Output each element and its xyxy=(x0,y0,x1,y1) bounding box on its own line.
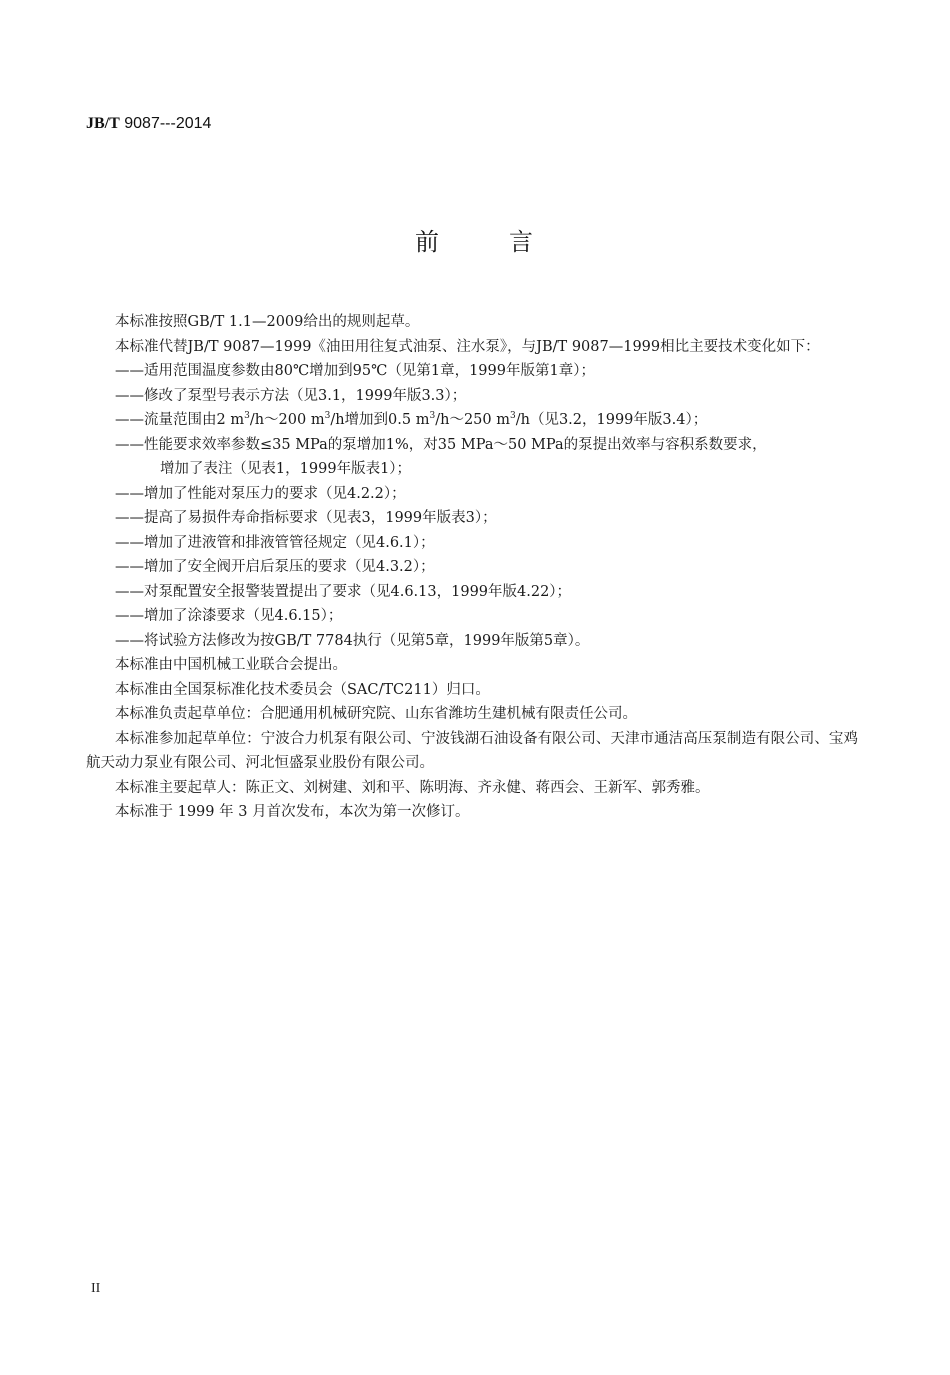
change-item: ——修改了泵型号表示方法（见3.1，1999年版3.3）； xyxy=(115,387,467,404)
change-item: ——增加了安全阀开启后泵压的要求（见4.3.2）； xyxy=(115,559,435,575)
paragraph-drafting-rules: 本标准按照GB/T 1.1—2009给出的规则起草。 xyxy=(115,314,420,330)
change-item: ——提高了易损件寿命指标要求（见表3，1999年版表3）； xyxy=(115,510,497,526)
change-item: ——将试验方法修改为按GB/T 7784执行（见第5章，1999年版第5章）。 xyxy=(115,632,590,649)
standard-number: 9087---2014 xyxy=(119,115,212,132)
paragraph-publication-history: 本标准于 1999 年 3 月首次发布，本次为第一次修订。 xyxy=(115,804,470,820)
page-title xyxy=(0,222,950,257)
change-item: ——增加了进液管和排液管管径规定（见4.6.1）； xyxy=(115,534,435,551)
change-item: ——对泵配置安全报警装置提出了要求（见4.6.13，1999年版4.22）； xyxy=(115,583,572,600)
change-item: ——增加了涂漆要求（见4.6.15）； xyxy=(115,608,343,624)
paragraph-committee: 本标准由全国泵标准化技术委员会（SAC/TC211）归口。 xyxy=(115,681,490,698)
change-item: ——性能要求效率参数≤35 MPa的泵增加1%，对35 MPa～50 MPa的泵提出效率与容积系数要求， xyxy=(115,436,767,453)
paragraph-replacement: 本标准代替JB/T 9087—1999《油田用往复式油泵、注水泵》，与JB/T 9087—1999相比主要技术变化如下： xyxy=(115,338,820,355)
foreword-body xyxy=(86,310,858,825)
change-item: ——适用范围温度参数由80℃增加到95℃（见第1章，1999年版第1章）； xyxy=(115,363,595,379)
paragraph-proposer: 本标准由中国机械工业联合会提出。 xyxy=(115,657,347,673)
change-item-flow-range: ——流量范围由2 $m^3/h\sim 200$ $m^3/h$增加到0.5 $m^3/h\sim 250$ $m^3/h$（见3.2，1999年版3.4）； xyxy=(115,411,708,428)
paragraph-participating-drafters: 本标准参加起草单位：宁波合力机泵有限公司、宁波钱湖石油设备有限公司、天津市通洁高压泵制造有限公司、宝鸡航天动力泵业有限公司、河北恒盛泵业股份有限公司。 xyxy=(86,730,858,771)
title-char-2: 言 xyxy=(509,228,535,256)
page-number: II xyxy=(91,1281,101,1296)
paragraph-main-drafters: 本标准主要起草人：陈正文、刘树建、刘和平、陈明海、齐永健、蒋西会、王新军、郭秀雅。 xyxy=(115,779,710,796)
change-item: ——增加了性能对泵压力的要求（见4.2.2）； xyxy=(115,485,406,502)
standard-prefix: JB/T xyxy=(86,115,120,132)
title-char-1: 前 xyxy=(415,228,441,256)
change-item-continuation: 增加了表注（见表1，1999年版表1）； xyxy=(159,461,412,477)
standard-code xyxy=(86,115,211,133)
paragraph-lead-drafters: 本标准负责起草单位：合肥通用机械研究院、山东省潍坊生建机械有限责任公司。 xyxy=(115,706,637,722)
